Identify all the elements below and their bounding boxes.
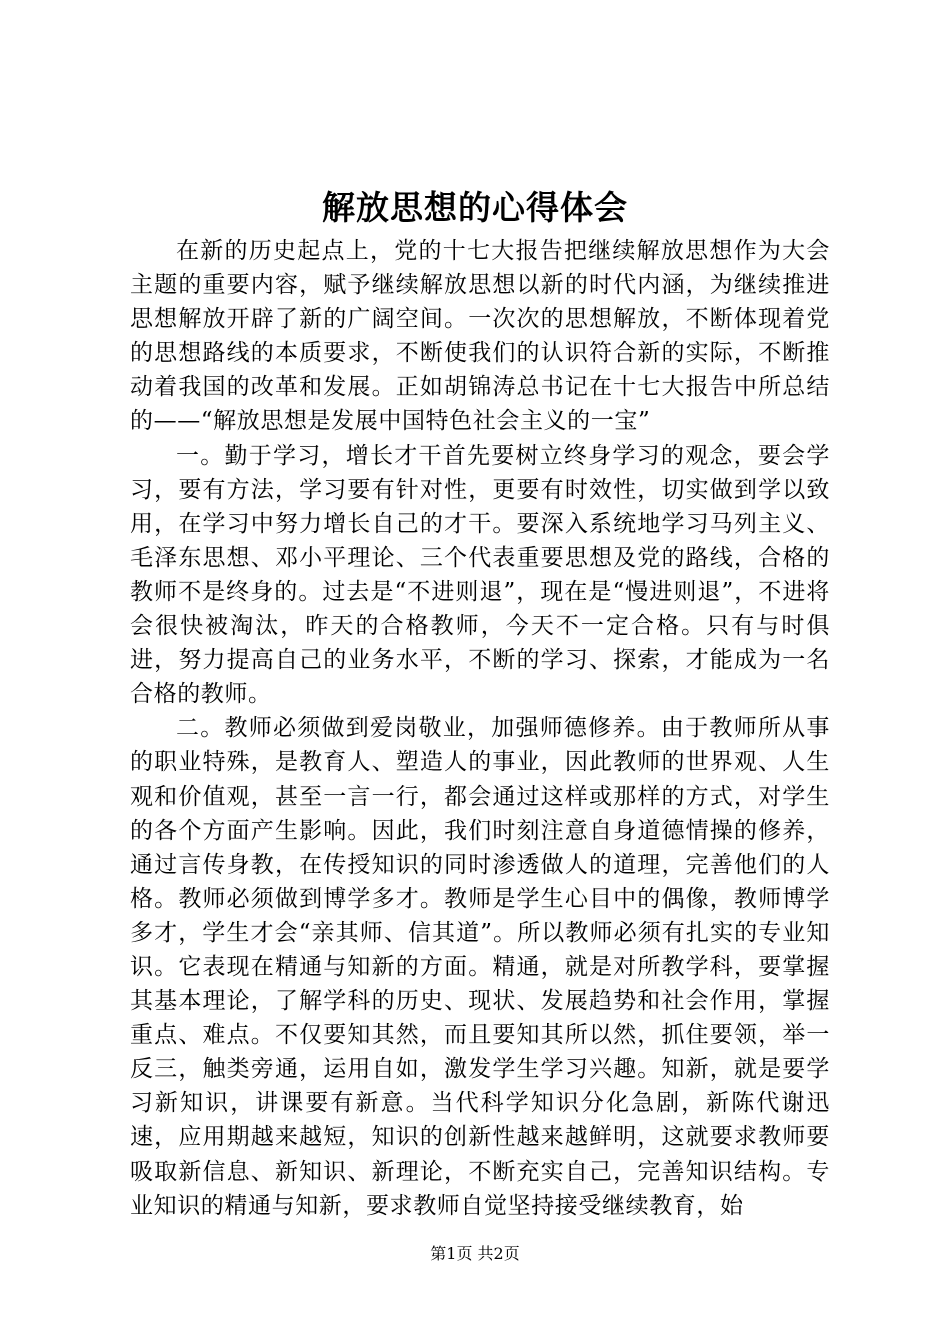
page-title: 解放思想的心得体会 — [322, 188, 628, 227]
document-body — [130, 234, 830, 1223]
paragraph-intro: 在新的历史起点上，党的十七大报告把继续解放思想作为大会主题的重要内容，赋予继续解放思想以新的时代内涵，为继续推进思想解放开辟了新的广阔空间。一次次的思想解放，不断体现着党的思想路线的本质要求，不断使我们的认识符合新的实际，不断推动着我国的改革和发展。正如胡锦涛总书记在十七大报告中所总结的——“解放思想是发展中国特色社会主义的一宝” — [130, 238, 830, 435]
paragraph-point-two: 二。教师必须做到爱岗敬业，加强师德修养。由于教师所从事的职业特殊，是教育人、塑造人的事业，因此教师的世界观、人生观和价值观，甚至一言一行，都会通过这样或那样的方式，对学生的各个方面产生影响。因此，我们时刻注意自身道德情操的修养，通过言传身教，在传授知识的同时渗透做人的道理，完善他们的人格。教师必须做到博学多才。教师是学生心目中的偶像，教师博学多才，学生才会“亲其师、信其道”。所以教师必须有扎实的专业知识。它表现在精通与知新的方面。精通，就是对所教学科，要掌握其基本理论，了解学科的历史、现状、发展趋势和社会作用，掌握重点、难点。不仅要知其然，而且要知其所以然，抓住要领，举一反三，触类旁通，运用自如，激发学生学习兴趣。知新，就是要学习新知识，讲课要有新意。当代科学知识分化急剧，新陈代谢迅速，应用期越来越短，知识的创新性越来越鲜明，这就要求教师要吸取新信息、新知识、新理论，不断充实自己，完善知识结构。专业知识的精通与知新，要求教师自觉坚持接受继续教育，始 — [130, 715, 830, 1219]
page-number-footer: 第1页 共2页 — [430, 1244, 520, 1263]
paragraph-point-one: 一。勤于学习，增长才干首先要树立终身学习的观念，要会学习，要有方法，学习要有针对性，更要有时效性，切实做到学以致用，在学习中努力增长自己的才干。要深入系统地学习马列主义、毛泽东思想、邓小平理论、三个代表重要思想及党的路线，合格的教师不是终身的。过去是“不进则退”，现在是“慢进则退”，不进将会很快被淘汰，昨天的合格教师，今天不一定合格。只有与时俱进，努力提高自己的业务水平，不断的学习、探索，才能成为一名合格的教师。 — [130, 442, 830, 708]
